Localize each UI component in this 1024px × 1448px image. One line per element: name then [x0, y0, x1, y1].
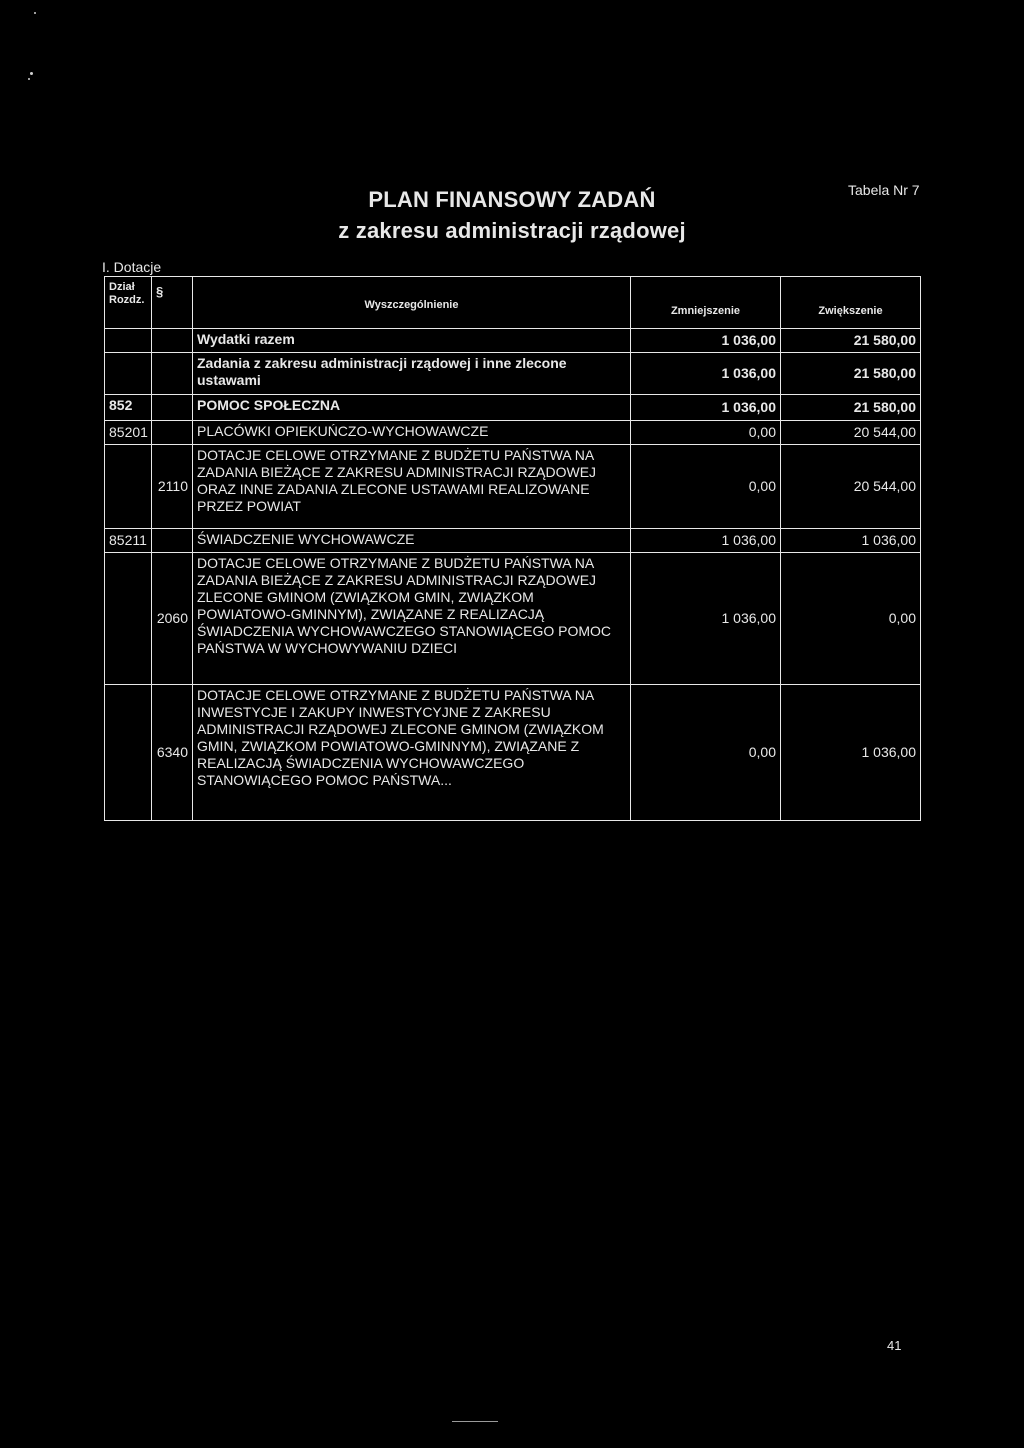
row-increase: 1 036,00 — [781, 685, 921, 821]
row-decrease: 1 036,00 — [631, 553, 781, 685]
row-section — [105, 353, 152, 395]
table-number: Tabela Nr 7 — [848, 182, 920, 198]
row-description: DOTACJE CELOWE OTRZYMANE Z BUDŻETU PAŃSTWA NA ZADANIA BIEŻĄCE Z ZAKRESU ADMINISTRACJI RZĄDOWEJ ZLECONE GMINOM (ZWIĄZKOM GMIN, ZWIĄZKOM POWIATOWO-GMINNYM), ZWIĄZANE Z REALIZACJĄ ŚWIADCZENIA WYCHOWAWCZEGO STANOWIĄCEGO POMOC PAŃSTWA W WYCHOWYWANIU DZIECI — [193, 553, 631, 685]
document-subtitle: z zakresu administracji rządowej — [338, 218, 686, 243]
row-paragraph: 2060 — [152, 553, 193, 685]
header-dzial: Dział — [109, 281, 135, 293]
table-row — [105, 421, 921, 445]
table-row — [105, 529, 921, 553]
row-section — [105, 685, 152, 821]
row-decrease: 1 036,00 — [631, 529, 781, 553]
header-decrease: Zmniejszenie — [631, 277, 781, 329]
row-description: ŚWIADCZENIE WYCHOWAWCZE — [193, 529, 631, 553]
row-description: Zadania z zakresu administracji rządowej i inne zlecone ustawami — [193, 353, 631, 395]
row-description: PLACÓWKI OPIEKUŃCZO-WYCHOWAWCZE — [193, 421, 631, 445]
document-title: PLAN FINANSOWY ZADAŃ — [368, 187, 656, 212]
page-number: 41 — [887, 1338, 902, 1353]
row-decrease: 1 036,00 — [631, 353, 781, 395]
table-row — [105, 553, 921, 685]
scan-speck — [34, 12, 36, 14]
header-rozdz: Rozdz. — [109, 294, 145, 306]
row-section — [105, 329, 152, 353]
row-decrease: 0,00 — [631, 445, 781, 529]
row-section — [105, 553, 152, 685]
row-increase: 1 036,00 — [781, 529, 921, 553]
row-decrease: 0,00 — [631, 421, 781, 445]
row-increase: 0,00 — [781, 553, 921, 685]
row-paragraph — [152, 353, 193, 395]
financial-plan-table — [104, 276, 921, 821]
row-paragraph — [152, 395, 193, 421]
row-description: DOTACJE CELOWE OTRZYMANE Z BUDŻETU PAŃSTWA NA INWESTYCJE I ZAKUPY INWESTYCYJNE Z ZAKRESU ADMINISTRACJI RZĄDOWEJ ZLECONE GMINOM (ZWIĄZKOM GMIN, ZWIĄZKOM POWIATOWO-GMINNYM), ZWIĄZANE Z REALIZACJĄ ŚWIADCZENIA WYCHOWAWCZEGO STANOWIĄCEGO POMOC PAŃSTWA... — [193, 685, 631, 821]
row-increase: 21 580,00 — [781, 395, 921, 421]
table-row — [105, 395, 921, 421]
row-increase: 20 544,00 — [781, 445, 921, 529]
row-section: 852 — [105, 395, 152, 421]
header-description: Wyszczególnienie — [193, 277, 631, 329]
row-decrease: 0,00 — [631, 685, 781, 821]
header-increase: Zwiększenie — [781, 277, 921, 329]
table-row — [105, 685, 921, 821]
row-increase: 21 580,00 — [781, 353, 921, 395]
row-paragraph — [152, 529, 193, 553]
row-description: Wydatki razem — [193, 329, 631, 353]
row-description: DOTACJE CELOWE OTRZYMANE Z BUDŻETU PAŃSTWA NA ZADANIA BIEŻĄCE Z ZAKRESU ADMINISTRACJI RZĄDOWEJ ORAZ INNE ZADANIA ZLECONE USTAWAMI REALIZOWANE PRZEZ POWIAT — [193, 445, 631, 529]
table-row — [105, 445, 921, 529]
row-section — [105, 445, 152, 529]
header-paragraph: § — [152, 277, 193, 329]
row-increase: 20 544,00 — [781, 421, 921, 445]
row-section: 85201 — [105, 421, 152, 445]
row-section: 85211 — [105, 529, 152, 553]
scan-speck — [28, 78, 30, 80]
table-header — [105, 277, 921, 329]
row-description: POMOC SPOŁECZNA — [193, 395, 631, 421]
row-paragraph: 6340 — [152, 685, 193, 821]
row-decrease: 1 036,00 — [631, 395, 781, 421]
row-increase: 21 580,00 — [781, 329, 921, 353]
row-paragraph — [152, 421, 193, 445]
table-row — [105, 329, 921, 353]
section-label: I. Dotacje — [102, 259, 162, 275]
header-dzial-rozdz — [105, 277, 152, 329]
row-decrease: 1 036,00 — [631, 329, 781, 353]
row-paragraph — [152, 329, 193, 353]
row-paragraph: 2110 — [152, 445, 193, 529]
scan-speck — [30, 72, 33, 75]
table-row — [105, 353, 921, 395]
footer-rule — [452, 1421, 498, 1422]
